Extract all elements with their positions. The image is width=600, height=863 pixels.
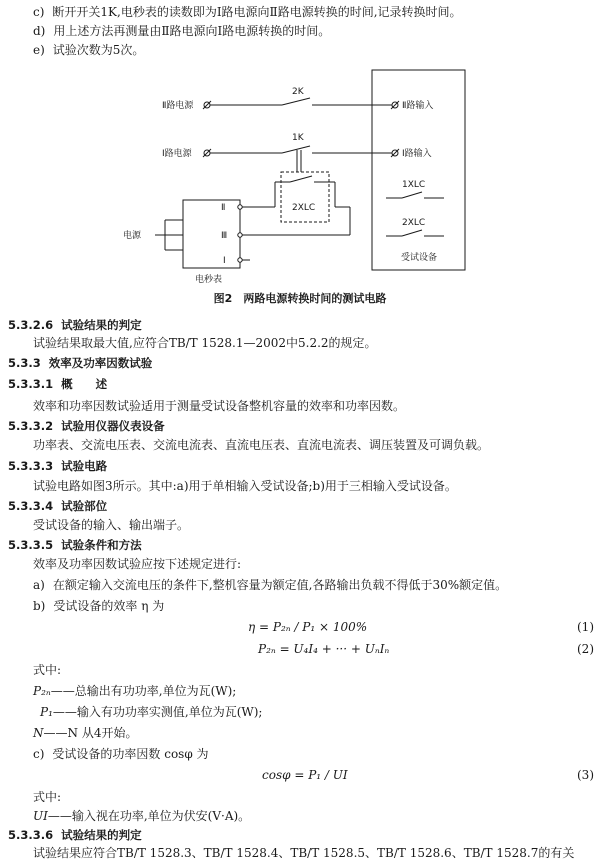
equation-1-number: (1) (577, 620, 594, 634)
terminal-i (238, 258, 242, 262)
definition-p2n: P₂ₙ——总输出有功功率,单位为瓦(W); (33, 684, 237, 698)
device-label: 受试设备 (401, 253, 438, 263)
equation-1: η = P₂ₙ / P₁ × 100% (248, 620, 368, 634)
equation-3: cosφ = P₁ / UI (262, 768, 348, 782)
para-5-3-3-6: 试验结果应符合TB/T 1528.3、TB/T 1528.4、TB/T 1528.5、TB/T 1528.6、TB/T 1528.7的有关 (33, 846, 575, 860)
para-5-3-3-3: 试验电路如图3所示。其中:a)用于单相输入受试设备;b)用于三相输入受试设备。 (33, 479, 457, 493)
power-label: 电源 (123, 231, 142, 241)
definition-ui: UI——输入视在功率,单位为伏安(V·A)。 (33, 809, 251, 823)
definition-p1: P₁——输入有功功率实测值,单位为瓦(W); (40, 705, 263, 719)
figure-caption: 图2 两路电源转换时间的测试电路 (213, 292, 387, 305)
where-label-2: 式中: (33, 790, 62, 804)
input-i-label: Ⅰ路输入 (402, 149, 432, 159)
equation-2-number: (2) (577, 642, 594, 656)
para-5-3-2-6: 试验结果取最大值,应符合TB/T 1528.1—2002中5.2.2的规定。 (33, 336, 377, 350)
switch-2k (282, 98, 310, 105)
switch-1k-label: 1K (292, 133, 304, 143)
contact-2xlc-label: 2XLC (402, 218, 426, 228)
heading-5-3-3-3: 5.3.3.3 试验电路 (8, 459, 108, 473)
heading-5-3-2-6: 5.3.2.6 试验结果的判定 (8, 318, 142, 332)
heading-5-3-3-5: 5.3.3.5 试验条件和方法 (8, 538, 142, 552)
terminal-iii (238, 233, 242, 237)
terminal-i-label: Ⅰ (223, 256, 226, 266)
para-5-3-3-1: 效率和功率因数试验适用于测量受试设备整机容量的效率和功率因数。 (33, 399, 406, 413)
source-i-label: Ⅰ路电源 (162, 149, 192, 159)
device-box (372, 70, 465, 270)
relay-2xlc-label: 2XLC (292, 203, 316, 213)
source-ii-label: Ⅱ路电源 (162, 101, 194, 111)
switch-2k-label: 2K (292, 87, 304, 97)
para-5-3-3-2: 功率表、交流电压表、交流电流表、直流电压表、直流电流表、调压装置及可调负载。 (33, 438, 490, 452)
list-item-c: c) 断开开关1K,电秒表的读数即为Ⅰ路电源向Ⅱ路电源转换的时间,记录转换时间。 (33, 5, 462, 19)
heading-5-3-3-2: 5.3.3.2 试验用仪器仪表设备 (8, 419, 165, 433)
list-item-a: a) 在额定输入交流电压的条件下,整机容量为额定值,各路输出负载不得低于30%额定值。 (33, 578, 508, 592)
terminal-ii (238, 205, 242, 209)
terminal-iii-label: Ⅲ (221, 231, 228, 241)
equation-2: P₂ₙ = U₄I₄ + ··· + UₙIₙ (258, 642, 390, 656)
definition-n: N——N 从4开始。 (33, 726, 138, 740)
list-item-d: d) 用上述方法再测量由Ⅱ路电源向Ⅰ路电源转换的时间。 (33, 24, 331, 38)
switch-1k (282, 146, 310, 153)
heading-5-3-3-6: 5.3.3.6 试验结果的判定 (8, 828, 142, 842)
para-5-3-3-5: 效率及功率因数试验应按下述规定进行: (33, 557, 242, 571)
para-5-3-3-4: 受试设备的输入、输出端子。 (33, 518, 190, 532)
contact-1xlc-label: 1XLC (402, 180, 426, 190)
heading-5-3-3-4: 5.3.3.4 试验部位 (8, 499, 108, 513)
list-item-b: b) 受试设备的效率 η 为 (33, 599, 165, 613)
dashed-relay-box (281, 172, 329, 222)
input-ii-label: Ⅱ路输入 (402, 101, 434, 111)
timer-label: 电秒表 (195, 275, 223, 285)
circuit-diagram (0, 60, 600, 290)
heading-5-3-3: 5.3.3 效率及功率因数试验 (8, 356, 153, 370)
timer-box (183, 200, 240, 268)
list-item-e: e) 试验次数为5次。 (33, 43, 145, 57)
terminal-ii-label: Ⅱ (221, 203, 226, 213)
where-label-1: 式中: (33, 663, 62, 677)
equation-3-number: (3) (577, 768, 594, 782)
list-item-c2: c) 受试设备的功率因数 cosφ 为 (33, 747, 209, 761)
heading-5-3-3-1: 5.3.3.1 概 述 (8, 377, 108, 391)
